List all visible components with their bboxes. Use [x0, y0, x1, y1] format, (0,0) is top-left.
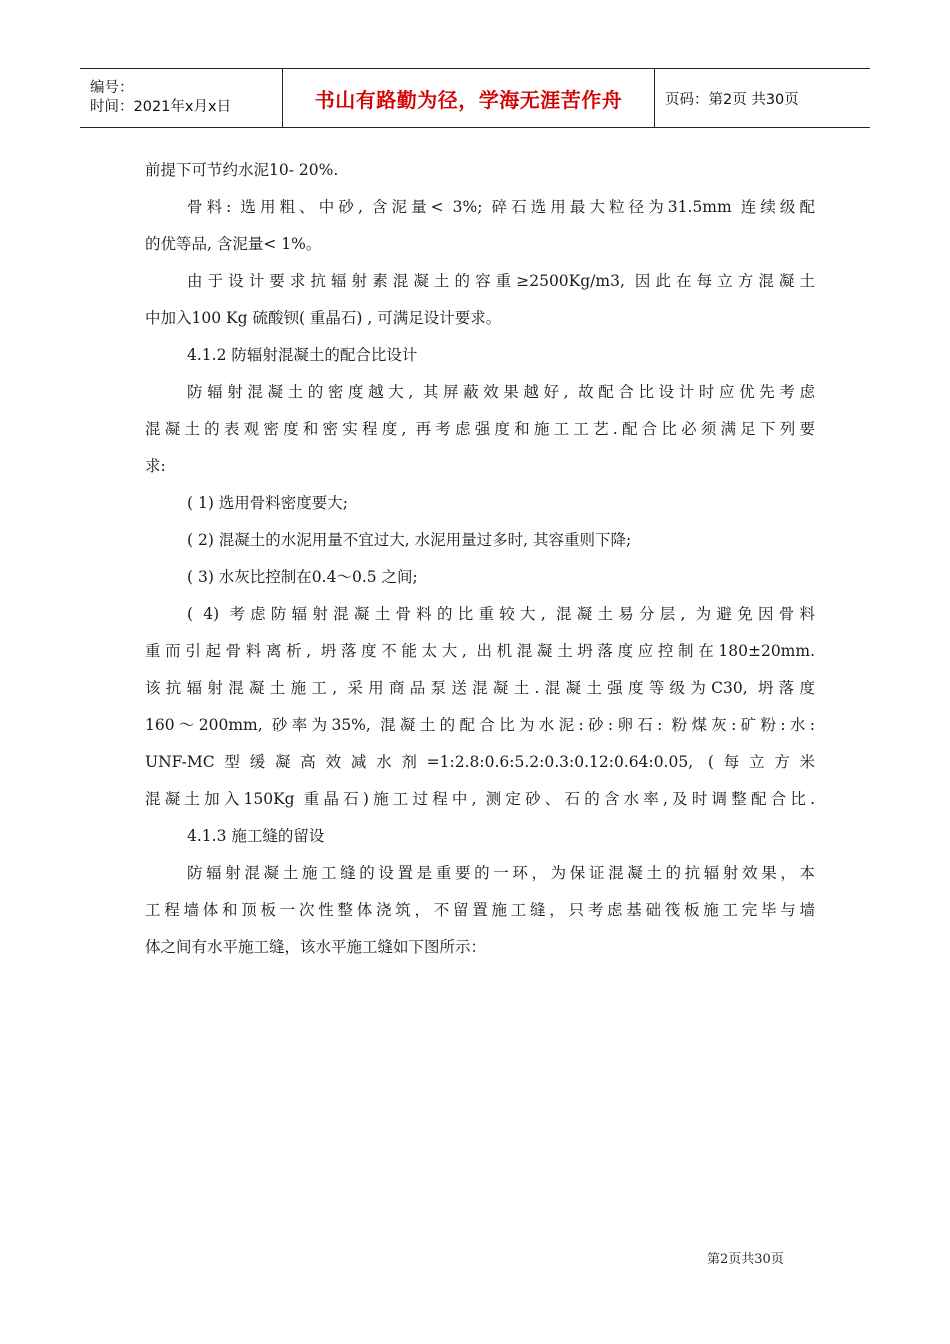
body-line: 160～200mm, 砂率为35%, 混凝土的配合比为水泥:砂:卵石: 粉煤灰:矿粉:水: [145, 716, 815, 734]
list-item: ( 3) 水灰比控制在0.4～0.5 之间; [187, 568, 418, 586]
body-line: 防辐射混凝土施工缝的设置是重要的一环，为保证混凝土的抗辐射效果，本 [187, 864, 815, 882]
body-line: 的优等品, 含泥量< 1%。 [145, 235, 322, 253]
page-header [80, 68, 870, 128]
body-line: 混凝土加入150Kg 重晶石)施工过程中, 测定砂、石的含水率,及时调整配合比. [145, 790, 815, 808]
body-line: 中加入100 Kg 硫酸钡( 重晶石) , 可满足设计要求。 [145, 309, 502, 327]
body-line: UNF-MC型缓凝高效减水剂=1:2.8:0.6:5.2:0.3:0.12:0.64:0.05, (每立方米 [145, 753, 815, 771]
body-line: 工程墙体和顶板一次性整体浇筑，不留置施工缝，只考虑基础筏板施工完毕与墙 [145, 901, 815, 919]
body-line: 前提下可节约水泥10- 20%. [145, 161, 339, 179]
body-line: 该抗辐射混凝土施工, 采用商品泵送混凝土.混凝土强度等级为C30, 坍落度 [145, 679, 815, 697]
body-line: 骨料: 选用粗、中砂, 含泥量< 3%; 碎石选用最大粒径为31.5mm 连续级配 [187, 198, 815, 216]
section-heading-4-1-3: 4.1.3 施工缝的留设 [187, 827, 325, 845]
document-body [145, 152, 815, 966]
list-item: ( 4) 考虑防辐射混凝土骨料的比重较大, 混凝土易分层, 为避免因骨料 [187, 605, 815, 623]
header-meta [80, 69, 282, 127]
page-footer: 第2页共30页 [707, 1252, 784, 1267]
document-date: 时间：2021年x月x日 [90, 99, 232, 115]
body-line: 由于设计要求抗辐射素混凝土的容重≥2500Kg/m3, 因此在每立方混凝土 [187, 272, 815, 290]
section-heading-4-1-2: 4.1.2 防辐射混凝土的配合比设计 [187, 346, 418, 364]
list-item: ( 1) 选用骨料密度要大; [187, 494, 349, 512]
body-line: 体之间有水平施工缝，该水平施工缝如下图所示： [145, 938, 487, 956]
header-page-info: 页码：第2页 共30页 [665, 91, 799, 108]
body-line: 求: [145, 457, 166, 475]
header-motto: 书山有路勤为径，学海无涯苦作舟 [282, 69, 655, 127]
document-number-label: 编号： [90, 80, 134, 96]
list-item: ( 2) 混凝土的水泥用量不宜过大, 水泥用量过多时, 其容重则下降; [187, 531, 632, 549]
body-line: 混凝土的表观密度和密实程度, 再考虑强度和施工工艺.配合比必须满足下列要 [145, 420, 815, 438]
body-line: 防辐射混凝土的密度越大, 其屏蔽效果越好, 故配合比设计时应优先考虑 [187, 383, 815, 401]
body-line: 重而引起骨料离析, 坍落度不能太大, 出机混凝土坍落度应控制在180±20mm. [145, 642, 815, 660]
